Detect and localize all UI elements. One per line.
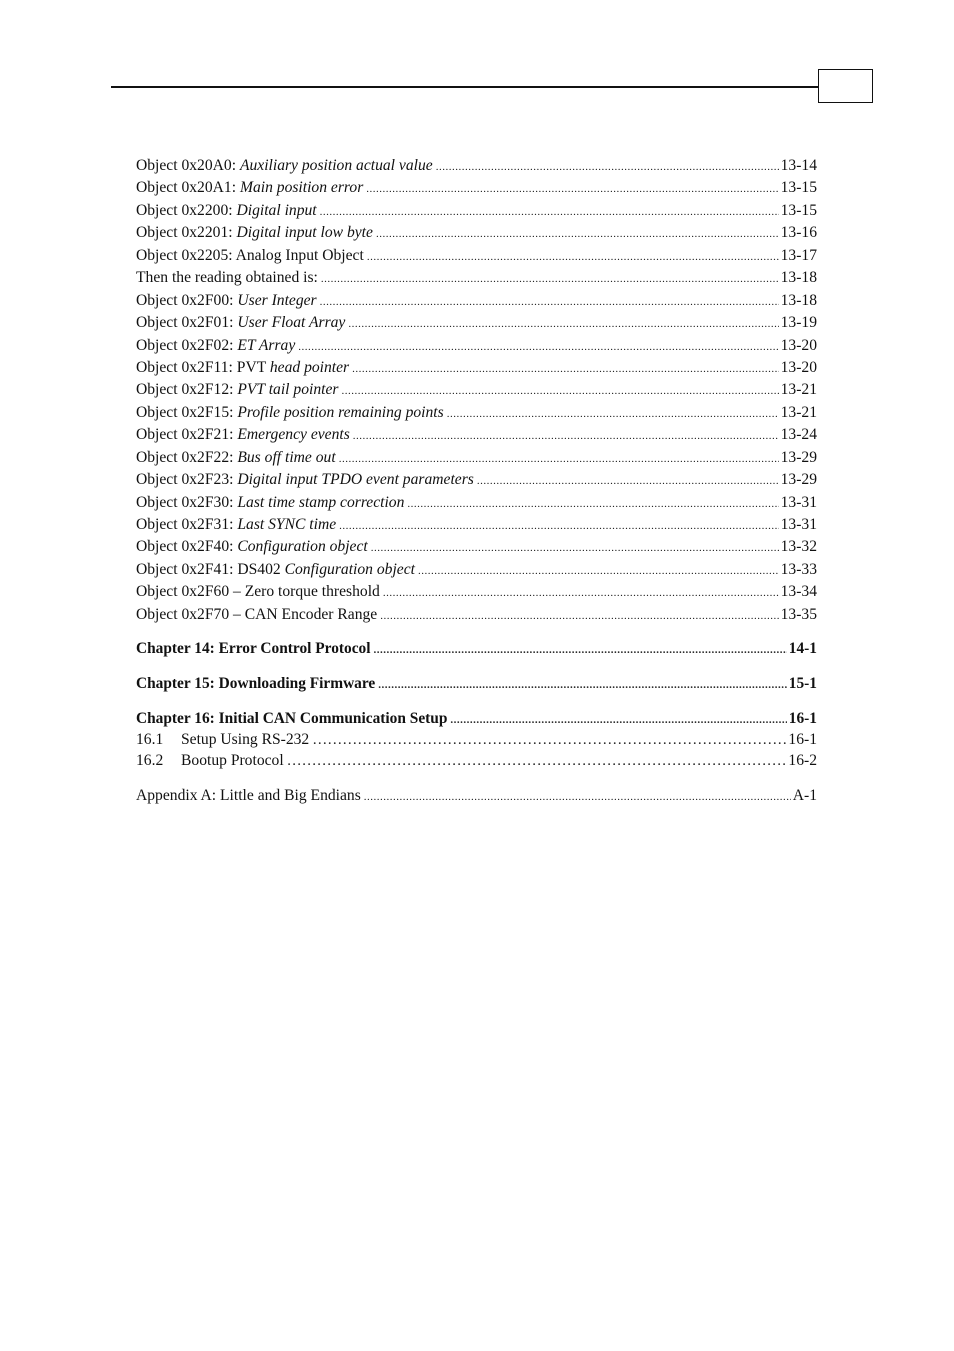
page-number: 13-15 <box>780 179 817 197</box>
leader-dots <box>312 730 786 751</box>
page-number: 13-15 <box>780 201 817 219</box>
entry-prefix: Object 0x2F30: <box>136 493 238 511</box>
entry-prefix: Object 0x2F60 – <box>136 583 245 601</box>
leader-dots <box>339 448 779 470</box>
entry-title: User Float Array <box>237 314 346 332</box>
leader-dots <box>374 639 787 661</box>
page-number: 13-31 <box>780 493 817 511</box>
toc-entry[interactable] <box>136 424 817 446</box>
leader-dots <box>366 178 778 200</box>
page-number-box <box>818 69 873 103</box>
leader-dots <box>352 358 778 380</box>
toc-entry-chapter-14[interactable] <box>136 638 817 660</box>
section-title: Setup Using RS-232 <box>181 730 310 748</box>
leader-dots <box>341 380 778 402</box>
entry-prefix: Object 0x20A1: <box>136 179 240 197</box>
toc-entry-section-16-1[interactable] <box>136 729 817 750</box>
entry-title: Digital input low byte <box>236 224 373 242</box>
toc-entry-chapter-15[interactable] <box>136 673 817 695</box>
toc-entry[interactable] <box>136 312 817 334</box>
toc-entry[interactable] <box>136 536 817 558</box>
leader-dots <box>320 201 779 223</box>
entry-prefix: Object 0x2200: <box>136 201 237 219</box>
entry-title: ET Array <box>237 336 296 354</box>
entry-prefix: Object 0x2F11: PVT <box>136 358 270 376</box>
leader-dots <box>364 786 791 808</box>
table-of-contents <box>136 155 817 807</box>
entry-prefix: Object 0x2201: <box>136 224 237 242</box>
page-number: 16-1 <box>788 709 817 727</box>
header-rule <box>111 86 819 88</box>
object-entry-list <box>136 155 817 626</box>
leader-dots <box>321 268 779 290</box>
toc-entry-chapter-16[interactable] <box>136 709 817 729</box>
leader-dots <box>348 313 778 335</box>
entry-prefix: Object 0x2F41: DS402 <box>136 560 285 578</box>
leader-dots <box>477 470 779 492</box>
entry-title: Auxiliary position actual value <box>239 157 433 174</box>
entry-prefix: Object 0x2F02: <box>136 336 238 354</box>
leader-dots <box>298 336 778 358</box>
page-number: 13-14 <box>780 157 817 174</box>
toc-entry[interactable] <box>136 200 817 222</box>
leader-dots <box>367 246 779 268</box>
entry-title: Last SYNC time <box>237 516 337 533</box>
entry-title: PVT tail pointer <box>237 381 339 399</box>
entry-title: Zero torque threshold <box>244 583 380 601</box>
leader-dots <box>339 515 778 537</box>
toc-entry[interactable] <box>136 267 817 289</box>
page-number: 13-24 <box>780 426 817 444</box>
entry-title: Digital input TPDO event parameters <box>237 471 474 489</box>
toc-entry[interactable] <box>136 379 817 401</box>
entry-prefix: Object 0x2205: <box>136 246 236 264</box>
chapter-title: Chapter 15: Downloading Firmware <box>136 675 376 693</box>
page-number: 16-2 <box>788 751 817 769</box>
toc-entry[interactable] <box>136 155 817 177</box>
entry-prefix: Object 0x2F15: <box>136 403 238 421</box>
entry-title: Emergency events <box>237 426 350 444</box>
page-number: 13-34 <box>780 583 817 601</box>
leader-dots <box>371 537 779 559</box>
entry-title: Configuration object <box>237 538 368 556</box>
section-number: 16.1 <box>136 730 164 748</box>
entry-prefix: Object 0x20A0: <box>136 157 240 174</box>
page-number: 13-17 <box>780 246 817 264</box>
entry-prefix: Object 0x2F12: <box>136 381 238 399</box>
leader-dots <box>383 582 779 604</box>
leader-dots <box>436 156 779 178</box>
leader-dots <box>418 560 779 582</box>
page-number: A-1 <box>792 786 817 804</box>
toc-entry[interactable] <box>136 335 817 357</box>
leader-dots <box>287 751 787 772</box>
entry-prefix: Object 0x2F31: <box>136 516 238 533</box>
entry-title: CAN Encoder Range <box>244 605 378 623</box>
toc-entry-section-16-2[interactable] <box>136 750 817 771</box>
page-number: 13-18 <box>780 291 817 309</box>
leader-dots <box>376 223 779 245</box>
entry-title: Analog Input Object <box>235 246 364 264</box>
entry-title: Configuration object <box>284 560 415 578</box>
toc-entry[interactable] <box>136 469 817 491</box>
page-number: 14-1 <box>788 640 817 658</box>
page-number: 13-21 <box>780 403 817 421</box>
chapter-title: Chapter 16: Initial CAN Communication Setup <box>136 709 448 727</box>
entry-prefix: Object 0x2F22: <box>136 448 238 466</box>
page-number: 13-29 <box>780 471 817 489</box>
entry-title: Last time stamp correction <box>237 493 405 511</box>
leader-dots <box>447 403 779 425</box>
page-number: 13-29 <box>780 448 817 466</box>
page-number: 16-1 <box>788 730 817 748</box>
toc-entry[interactable] <box>136 222 817 244</box>
entry-title: Bus off time out <box>237 448 336 466</box>
entry-prefix: Object 0x2F21: <box>136 426 238 444</box>
page-number: 13-16 <box>780 224 817 242</box>
entry-prefix: Object 0x2F23: <box>136 471 238 489</box>
toc-entry[interactable] <box>136 402 817 424</box>
leader-dots <box>378 674 787 696</box>
page-number: 13-31 <box>780 516 817 533</box>
entry-title: User Integer <box>237 291 317 309</box>
entry-title: Main position error <box>239 179 364 197</box>
page-number: 13-32 <box>780 538 817 556</box>
entry-prefix: Object 0x2F01: <box>136 314 238 332</box>
toc-entry[interactable] <box>136 514 817 536</box>
appendix-title: Appendix A: Little and Big Endians <box>136 786 361 804</box>
entry-prefix: Object 0x2F00: <box>136 291 238 309</box>
toc-entry[interactable] <box>136 290 817 312</box>
page-number: 13-20 <box>780 358 817 376</box>
leader-dots <box>320 291 779 313</box>
leader-dots <box>450 710 786 730</box>
page-number: 13-19 <box>780 314 817 332</box>
leader-dots <box>407 493 778 515</box>
toc-entry[interactable] <box>136 357 817 379</box>
page-number: 13-33 <box>780 560 817 578</box>
entry-prefix: Object 0x2F70 – <box>136 605 245 623</box>
toc-entry[interactable] <box>136 447 817 469</box>
entry-prefix: Object 0x2F40: <box>136 538 238 556</box>
toc-entry[interactable] <box>136 604 817 626</box>
leader-dots <box>380 605 778 627</box>
toc-entry[interactable] <box>136 559 817 581</box>
entry-title: head pointer <box>269 358 350 376</box>
entry-title: Then the reading obtained is: <box>136 269 318 287</box>
toc-entry[interactable] <box>136 177 817 199</box>
page-number: 13-18 <box>780 269 817 287</box>
page-number: 13-35 <box>780 605 817 623</box>
entry-title: Digital input <box>236 201 317 219</box>
page-number: 13-21 <box>780 381 817 399</box>
section-title: Bootup Protocol <box>181 751 284 769</box>
toc-entry-appendix-a[interactable] <box>136 785 817 807</box>
leader-dots <box>353 425 779 447</box>
toc-entry[interactable] <box>136 492 817 514</box>
page-number: 13-20 <box>780 336 817 354</box>
section-number: 16.2 <box>136 751 164 769</box>
chapter-title: Chapter 14: Error Control Protocol <box>136 640 371 658</box>
page-number: 15-1 <box>788 675 817 693</box>
entry-title: Profile position remaining points <box>237 403 444 421</box>
toc-entry[interactable] <box>136 245 817 267</box>
toc-entry[interactable] <box>136 581 817 603</box>
